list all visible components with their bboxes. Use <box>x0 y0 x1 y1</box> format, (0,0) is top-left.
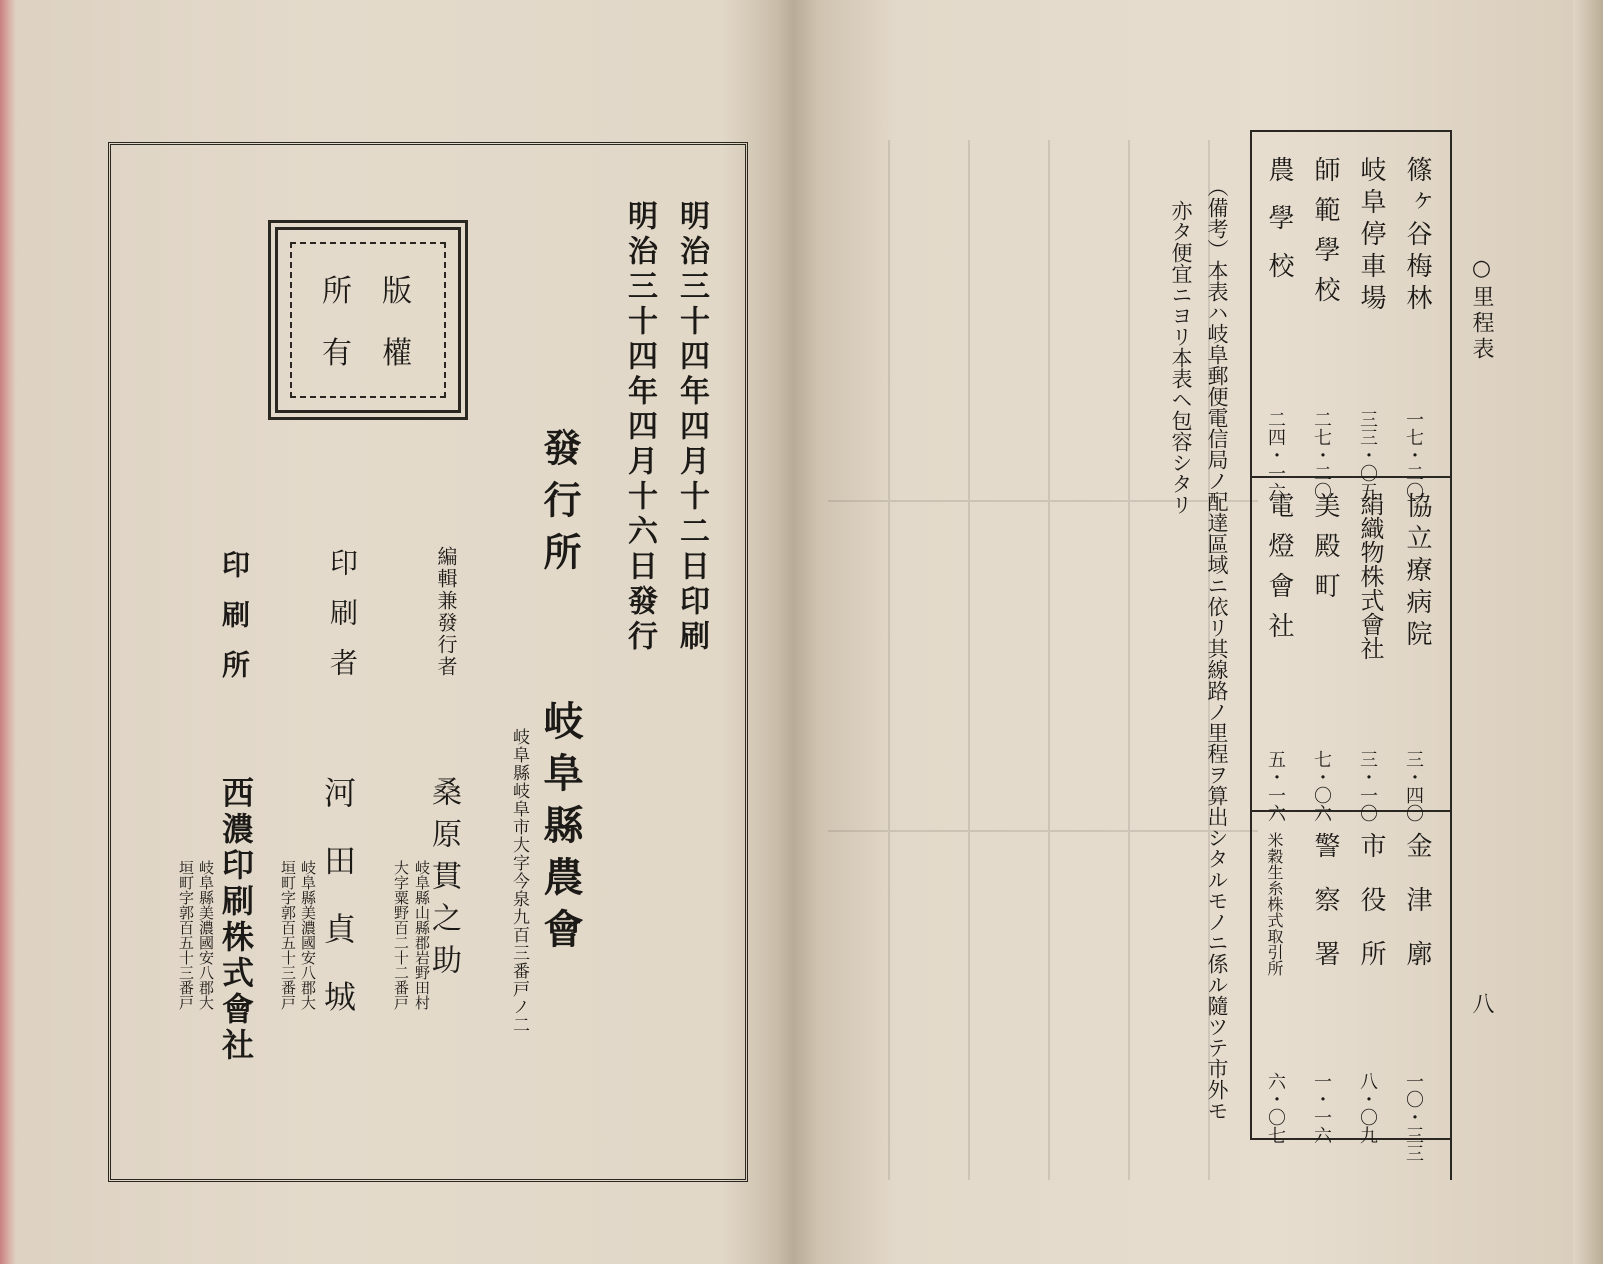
distance-value: 三・一〇 <box>1357 750 1378 822</box>
printshop-name: 西濃印刷株式會社 <box>217 776 255 1064</box>
seal-char: 有 <box>322 336 352 371</box>
editor-name: 桑原貫之助 <box>426 776 461 986</box>
place-name: 岐阜停車場 <box>1356 156 1386 316</box>
place-name: 市役所 <box>1356 832 1386 994</box>
remarks-line: 亦タ便宜ニヨリ本表ヘ包容シタリ <box>1169 200 1193 515</box>
distance-value: 六・〇七 <box>1265 1072 1286 1144</box>
book-edge-right <box>1573 0 1603 1264</box>
copyright-seal <box>268 220 468 420</box>
distance-value: 七・〇六 <box>1311 750 1332 822</box>
editor-address: 大字粟野百二十二番戸 <box>392 860 410 1010</box>
seal-char: 權 <box>382 336 412 371</box>
printer-address: 垣町字郭百五十三番戸 <box>279 860 297 1010</box>
distance-value: 一七・二〇 <box>1403 410 1424 500</box>
printer-name: 河田貞城 <box>319 776 357 1048</box>
editor-label: 編輯兼發行者 <box>434 546 458 678</box>
distance-value: 一・一六 <box>1311 1072 1332 1144</box>
distance-value: 一〇・三三 <box>1403 1072 1424 1162</box>
publisher-name: 岐阜縣農會 <box>537 700 584 960</box>
place-name: 篠ヶ谷梅林 <box>1402 156 1432 316</box>
printer-address: 岐阜縣美濃國安八郡大 <box>299 860 317 1010</box>
distance-value: 八・〇九 <box>1357 1072 1378 1144</box>
book-edge-left <box>0 0 16 1264</box>
table-header: ○里程表 <box>1469 256 1494 363</box>
remarks-line: （備考）本表ハ岐阜郵便電信局ノ配達區域ニ依リ其線路ノ里程ヲ算出シタルモノニ係ル隨ツテ市外モ <box>1205 176 1229 1121</box>
place-name: 警察署 <box>1310 832 1340 994</box>
distance-value: 二七・二〇 <box>1311 410 1332 500</box>
printshop-label: 印刷所 <box>218 550 251 700</box>
editor-address: 岐阜縣山縣郡岩野田村 <box>413 860 431 1010</box>
place-name: 米穀生糸株式取引所 <box>1265 832 1284 976</box>
place-name: 美殿町 <box>1310 492 1340 612</box>
table-outer-rule-left <box>1250 130 1252 1140</box>
place-name: 金津廓 <box>1402 832 1432 994</box>
place-name: 絹織物株式會社 <box>1356 492 1384 660</box>
place-name: 農學校 <box>1264 156 1294 300</box>
place-name: 協立療病院 <box>1402 492 1432 652</box>
page-number: 八 <box>1469 992 1494 1014</box>
place-name: 師範學校 <box>1310 156 1340 316</box>
publisher-label: 發行所 <box>537 428 582 584</box>
seal-inner-border <box>290 242 446 398</box>
printshop-address: 垣町字郭百五十三番戸 <box>177 860 195 1010</box>
distance-value: 二四・一六 <box>1265 410 1286 500</box>
distance-value: 三・四〇 <box>1403 750 1424 822</box>
print-date: 明治三十四年四月十二日印刷 <box>674 200 709 655</box>
show-through-texture <box>828 140 1258 1180</box>
distance-value: 五・一六 <box>1265 750 1286 822</box>
distance-value: 三三・〇五 <box>1357 410 1378 500</box>
table-outer-rule-right <box>1450 130 1452 1180</box>
seal-char: 版 <box>382 274 412 309</box>
table-outer-rule-top <box>1250 130 1452 132</box>
printer-label: 印刷者 <box>326 548 359 698</box>
printshop-address: 岐阜縣美濃國安八郡大 <box>197 860 215 1010</box>
issue-date: 明治三十四年四月十六日發行 <box>622 200 657 655</box>
place-name: 電燈會社 <box>1264 492 1294 652</box>
seal-char: 所 <box>322 274 352 309</box>
publisher-address: 岐阜縣岐阜市大字今泉九百三番戸ノ二 <box>509 728 529 1034</box>
